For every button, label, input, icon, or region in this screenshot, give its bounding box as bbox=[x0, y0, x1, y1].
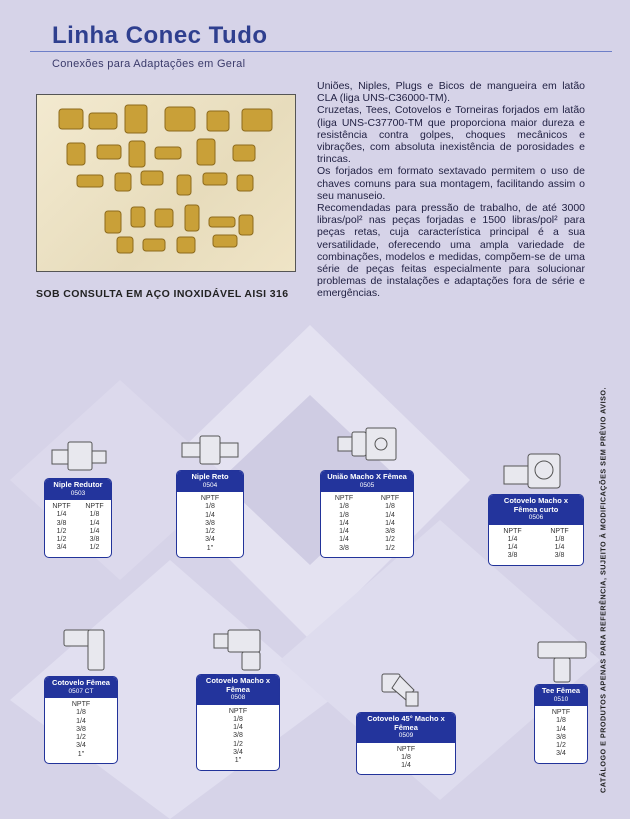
size-cell: 3/8 bbox=[556, 733, 566, 741]
size-table-header bbox=[45, 701, 117, 709]
size-cell: 1/4 bbox=[339, 528, 349, 536]
size-cell: 1/2 bbox=[385, 536, 395, 544]
cotovelo-macho-femea-icon bbox=[212, 628, 264, 672]
size-cell: 1/8 bbox=[76, 709, 86, 717]
size-cell: 1/4 bbox=[507, 535, 518, 543]
table-row bbox=[45, 751, 117, 759]
product-code: 0508 bbox=[230, 694, 246, 701]
size-cell: 1/4 bbox=[205, 511, 215, 519]
table-row bbox=[177, 545, 243, 553]
size-cell: 1" bbox=[206, 544, 214, 552]
size-cell: 3/4 bbox=[233, 748, 243, 756]
column-header: NPTF bbox=[380, 495, 400, 502]
table-row bbox=[45, 734, 117, 742]
size-cell: 3/4 bbox=[56, 544, 67, 552]
size-cell: 1/2 bbox=[205, 528, 215, 536]
size-cell: 1" bbox=[77, 750, 85, 758]
table-row bbox=[535, 742, 587, 750]
table-row bbox=[45, 544, 111, 552]
size-cell: 1/2 bbox=[56, 536, 67, 544]
column-header: NPTF bbox=[228, 707, 248, 715]
size-table bbox=[321, 495, 413, 553]
table-row bbox=[357, 754, 455, 762]
product-code: 0503 bbox=[70, 489, 86, 497]
size-cell: 1/8 bbox=[339, 511, 349, 519]
table-row bbox=[177, 536, 243, 544]
product-card-cotovelo-femea bbox=[44, 676, 118, 764]
table-row bbox=[177, 520, 243, 528]
product-name: União Macho X Fêmea bbox=[327, 472, 407, 481]
size-cell: 1/4 bbox=[233, 724, 243, 732]
table-row bbox=[535, 734, 587, 742]
product-card-tee-femea bbox=[534, 684, 588, 764]
product-name: Cotovelo Fêmea bbox=[52, 678, 110, 687]
size-cell: 3/8 bbox=[554, 552, 565, 560]
table-row bbox=[197, 732, 279, 740]
size-cell: 3/8 bbox=[507, 552, 518, 560]
size-cell: 1/4 bbox=[401, 762, 411, 770]
table-row bbox=[177, 528, 243, 536]
product-card-uniao-macho-femea bbox=[320, 470, 414, 558]
card-header bbox=[489, 495, 583, 525]
size-cell: 3/4 bbox=[76, 742, 86, 750]
table-row bbox=[535, 726, 587, 734]
table-row bbox=[489, 536, 583, 544]
size-cell: 1/4 bbox=[339, 519, 349, 527]
size-table-header bbox=[357, 746, 455, 754]
product-code: 0507 CT bbox=[68, 687, 94, 695]
size-cell: 1/8 bbox=[89, 511, 100, 519]
niple-redutor-icon bbox=[50, 438, 110, 474]
table-row bbox=[45, 709, 117, 717]
product-name: Niple Redutor bbox=[53, 480, 103, 489]
size-cell: 3/8 bbox=[205, 519, 215, 527]
size-cell: 1/4 bbox=[76, 717, 86, 725]
column-header: NPTF bbox=[550, 527, 569, 535]
product-name: Niple Reto bbox=[191, 472, 229, 481]
product-code: 0510 bbox=[553, 695, 569, 703]
table-row bbox=[321, 528, 413, 536]
size-table-header bbox=[177, 495, 243, 503]
size-cell: 1/8 bbox=[339, 503, 349, 511]
size-cell: 1" bbox=[234, 757, 242, 765]
table-row bbox=[321, 545, 413, 553]
size-cell: 1/8 bbox=[401, 753, 411, 761]
side-disclaimer-text: CATÁLOGO E PRODUTOS APENAS PARA REFERÊNCIA, SUJEITO À MODIFICAÇÕES SEM PRÉVIO AVISO. bbox=[598, 387, 608, 793]
size-table-header bbox=[535, 709, 587, 717]
size-cell: 1/4 bbox=[385, 519, 395, 527]
description-paragraph: Recomendadas para pressão de trabalho, de até 3000 libras/pol² nas peças forjadas e 1500 libras/pol² para peças retas, cuja característica principal é a sua versatilidade, oferecendo uma ampla variedade de combinações, modelos e medidas, compõem-se de uma série de peças feitas especialmente para solucionar problemas de instalações e adaptações fora de série e emergências. bbox=[317, 202, 585, 300]
table-row bbox=[45, 718, 117, 726]
column-header: NPTF bbox=[52, 503, 71, 510]
table-row bbox=[535, 717, 587, 725]
tee-femea-icon bbox=[536, 640, 588, 684]
product-code: 0504 bbox=[202, 481, 218, 489]
table-row bbox=[45, 726, 117, 734]
size-cell: 3/8 bbox=[76, 725, 86, 733]
card-header bbox=[197, 675, 279, 705]
table-row bbox=[45, 520, 111, 528]
table-row bbox=[197, 757, 279, 765]
column-header: NPTF bbox=[200, 495, 220, 502]
size-table bbox=[489, 528, 583, 561]
product-photo bbox=[36, 94, 296, 272]
size-cell: 1/2 bbox=[56, 527, 67, 535]
card-header bbox=[535, 685, 587, 706]
size-table bbox=[177, 495, 243, 553]
size-cell: 1/2 bbox=[233, 740, 243, 748]
product-name: Cotovelo Macho x Fêmea bbox=[205, 676, 271, 694]
product-code: 0509 bbox=[398, 732, 414, 739]
cotovelo-45-icon bbox=[378, 666, 422, 710]
size-cell: 1/2 bbox=[76, 734, 86, 742]
size-cell: 1/4 bbox=[385, 511, 395, 519]
product-name: Tee Fêmea bbox=[541, 686, 581, 695]
description-paragraph: Os forjados em formato sextavado permitem o uso de chaves comuns para sua montagem, facilitando assim o seu manuseio. bbox=[317, 165, 585, 202]
card-header bbox=[177, 471, 243, 492]
table-row bbox=[489, 552, 583, 560]
page-title: Linha Conec Tudo bbox=[52, 22, 268, 49]
table-row bbox=[321, 536, 413, 544]
size-cell: 1/2 bbox=[89, 544, 100, 552]
product-code: 0506 bbox=[528, 514, 544, 521]
table-row bbox=[45, 742, 117, 750]
table-row bbox=[177, 512, 243, 520]
table-row bbox=[357, 762, 455, 770]
size-cell: 1/4 bbox=[89, 519, 100, 527]
column-header: NPTF bbox=[503, 527, 522, 535]
product-card-niple-redutor bbox=[44, 478, 112, 558]
size-table bbox=[357, 746, 455, 771]
size-cell: 3/8 bbox=[233, 732, 243, 740]
size-cell: 1/4 bbox=[89, 527, 100, 535]
table-row bbox=[177, 503, 243, 511]
table-row bbox=[197, 741, 279, 749]
size-cell: 1/4 bbox=[554, 544, 565, 552]
table-row bbox=[45, 536, 111, 544]
photo-caption: SOB CONSULTA EM AÇO INOXIDÁVEL AISI 316 bbox=[36, 288, 289, 300]
product-code: 0505 bbox=[359, 481, 375, 489]
size-cell: 3/8 bbox=[339, 544, 349, 552]
card-header bbox=[45, 479, 111, 500]
size-cell: 3/8 bbox=[385, 528, 395, 536]
table-row bbox=[321, 520, 413, 528]
table-row bbox=[45, 511, 111, 519]
size-cell: 3/8 bbox=[56, 519, 67, 527]
product-card-niple-reto bbox=[176, 470, 244, 558]
niple-reto-icon bbox=[180, 432, 240, 468]
cotovelo-femea-icon bbox=[62, 628, 106, 672]
column-header: NPTF bbox=[334, 495, 354, 502]
page-subtitle: Conexões para Adaptações em Geral bbox=[52, 58, 246, 70]
size-cell: 1/2 bbox=[385, 544, 395, 552]
size-table bbox=[45, 701, 117, 759]
product-name: Cotovelo Macho x Fêmea curto bbox=[503, 496, 569, 514]
description-paragraph: Cruzetas, Tees, Cotovelos e Torneiras forjados em latão (liga UNS-C37700-TM que proporciona maior dureza e resistência contra golpes, choques mecânicos e vibrações, com absoluta inexistência de porosidades e trincas. bbox=[317, 104, 585, 166]
size-cell: 3/4 bbox=[556, 750, 566, 758]
card-header bbox=[357, 713, 455, 743]
size-cell: 3/8 bbox=[89, 536, 100, 544]
table-row bbox=[197, 724, 279, 732]
table-row bbox=[321, 512, 413, 520]
table-row bbox=[535, 750, 587, 758]
size-cell: 1/8 bbox=[385, 503, 395, 511]
size-cell: 1/8 bbox=[554, 535, 565, 543]
size-table-header bbox=[489, 528, 583, 536]
size-cell: 1/4 bbox=[339, 536, 349, 544]
table-row bbox=[197, 716, 279, 724]
uniao-macho-femea-icon bbox=[336, 426, 400, 462]
size-cell: 1/4 bbox=[556, 725, 566, 733]
table-row bbox=[197, 749, 279, 757]
table-row bbox=[489, 544, 583, 552]
size-table-header bbox=[321, 495, 413, 503]
product-card-cotovelo-macho-femea bbox=[196, 674, 280, 771]
size-table-header bbox=[45, 503, 111, 511]
cotovelo-macho-femea-curto-icon bbox=[500, 450, 564, 492]
product-name: Cotovelo 45° Macho x Fêmea bbox=[367, 714, 445, 732]
size-table-header bbox=[197, 708, 279, 716]
description bbox=[317, 80, 585, 300]
column-header: NPTF bbox=[396, 745, 416, 753]
side-disclaimer bbox=[596, 387, 610, 793]
card-header bbox=[45, 677, 117, 698]
column-header: NPTF bbox=[71, 701, 91, 708]
size-cell: 3/4 bbox=[205, 536, 215, 544]
table-row bbox=[321, 503, 413, 511]
column-header: NPTF bbox=[85, 503, 104, 510]
size-cell: 1/2 bbox=[556, 742, 566, 750]
size-cell: 1/8 bbox=[556, 717, 566, 725]
description-paragraph: Uniões, Niples, Plugs e Bicos de mangueira em latão CLA (liga UNS-C36000-TM). bbox=[317, 80, 585, 105]
product-card-cotovelo-macho-femea-curto bbox=[488, 494, 584, 566]
table-row bbox=[45, 528, 111, 536]
product-card-cotovelo-45-macho-femea bbox=[356, 712, 456, 775]
size-cell: 1/8 bbox=[205, 503, 215, 511]
size-cell: 1/4 bbox=[507, 544, 518, 552]
size-table bbox=[535, 709, 587, 759]
size-table bbox=[45, 503, 111, 553]
card-header bbox=[321, 471, 413, 492]
size-table bbox=[197, 708, 279, 766]
size-cell: 1/4 bbox=[56, 511, 67, 519]
column-header: NPTF bbox=[551, 709, 571, 716]
title-rule bbox=[30, 51, 612, 52]
size-cell: 1/8 bbox=[233, 715, 243, 723]
